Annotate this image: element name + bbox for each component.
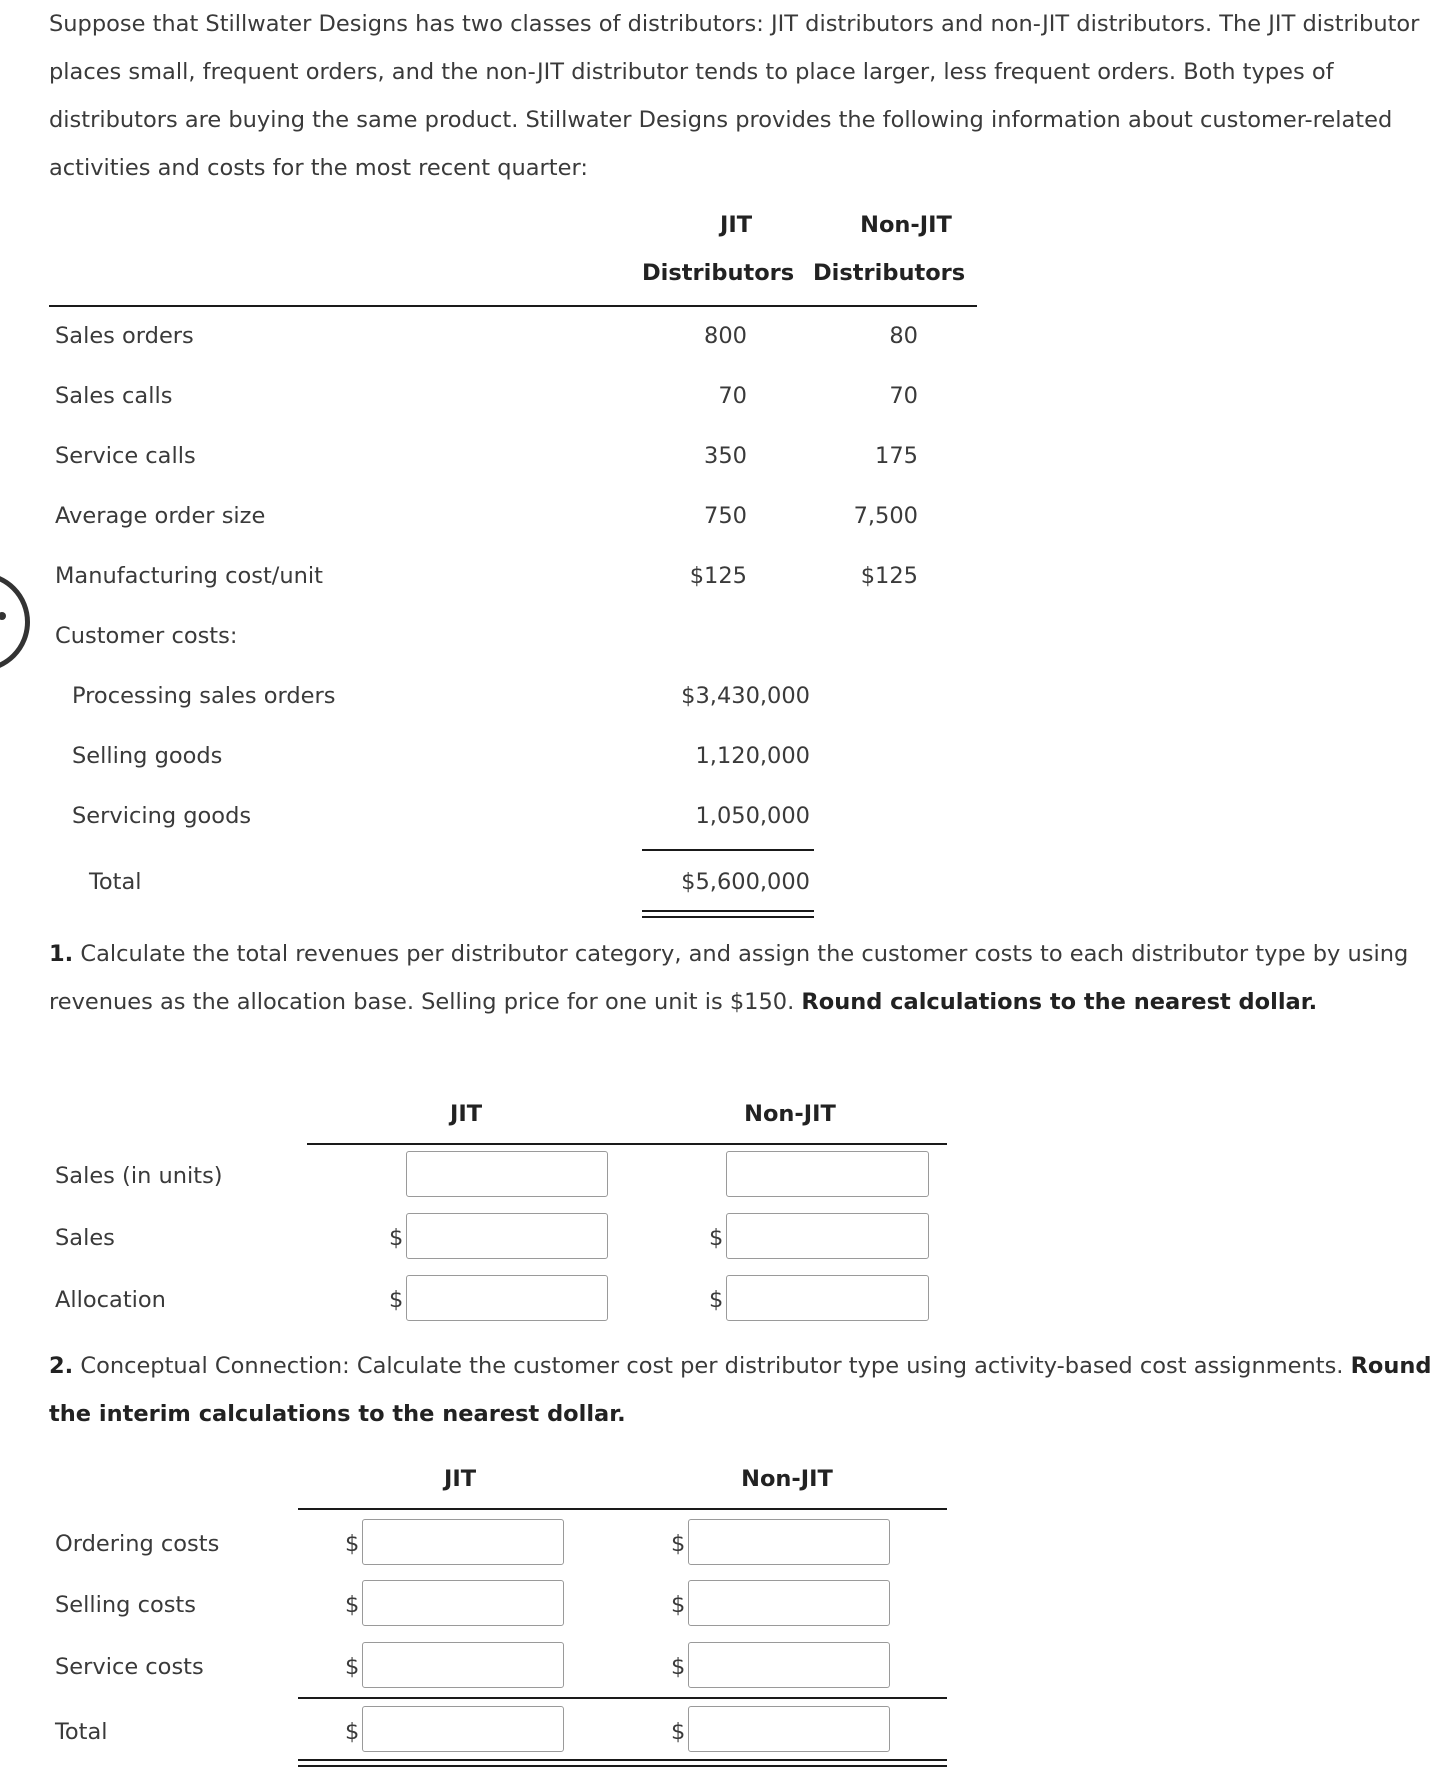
q2-dollar-sign: $	[345, 1531, 360, 1557]
question-2-text	[49, 1342, 1444, 1438]
q2-service-nonjit-input[interactable]	[688, 1642, 890, 1688]
q2-total-jit-input[interactable]	[362, 1706, 564, 1752]
given-row-label: Service calls	[55, 443, 196, 469]
q1-header-nonjit: Non-JIT	[744, 1101, 836, 1127]
given-row-jit: 70	[718, 383, 747, 409]
q1-dollar-sign: $	[389, 1287, 404, 1313]
q2-header-nonjit: Non-JIT	[741, 1466, 833, 1492]
q2-dollar-sign: $	[671, 1719, 686, 1745]
q2-dollar-sign: $	[671, 1531, 686, 1557]
q2-subtotal-rule	[298, 1697, 947, 1699]
given-row-jit: 350	[704, 443, 747, 469]
given-header-nonjit-1: Non-JIT	[860, 212, 952, 238]
given-row-jit: $125	[689, 563, 747, 589]
given-header-jit-2: Distributors	[642, 260, 795, 286]
q1-sales-jit-input[interactable]	[406, 1213, 608, 1259]
cost-total-double-rule-top	[642, 910, 814, 912]
q1-row-label: Allocation	[55, 1287, 166, 1313]
given-row-jit: 750	[704, 503, 747, 529]
cost-row-value: 1,050,000	[695, 803, 810, 829]
q1-allocation-nonjit-input[interactable]	[726, 1275, 929, 1321]
q2-dollar-sign: $	[345, 1719, 360, 1745]
q2-dollar-sign: $	[345, 1654, 360, 1680]
scroll-indicator-icon	[0, 572, 30, 672]
given-row-nonjit: 80	[889, 323, 918, 349]
q2-total-nonjit-input[interactable]	[688, 1706, 890, 1752]
cost-subtotal-rule	[642, 849, 814, 851]
q2-service-jit-input[interactable]	[362, 1642, 564, 1688]
customer-costs-label: Customer costs:	[55, 623, 238, 649]
q2-total-double-rule-top	[298, 1759, 947, 1761]
q1-allocation-jit-input[interactable]	[406, 1275, 608, 1321]
q1-row-label: Sales	[55, 1225, 115, 1251]
q1-header-jit: JIT	[449, 1101, 483, 1127]
q2-row-label: Selling costs	[55, 1592, 196, 1618]
given-row-label: Manufacturing cost/unit	[55, 563, 323, 589]
given-header-nonjit-2: Distributors	[813, 260, 966, 286]
q2-dollar-sign: $	[671, 1654, 686, 1680]
question-2-body: Conceptual Connection: Calculate the customer cost per distributor type using activity-based cost assignments.	[73, 1353, 1351, 1379]
intro-paragraph: Suppose that Stillwater Designs has two classes of distributors: JIT distributors and non-JIT distributors. The JIT distributor places small, frequent orders, and the non-JIT distributor tends to place larger, less frequent orders. Both types of distributors are buying the same product. Stillwater Designs provides the following information about customer-related activities and costs for the most recent quarter:	[49, 11, 1420, 181]
q1-dollar-sign: $	[389, 1225, 404, 1251]
q1-row-label: Sales (in units)	[55, 1163, 223, 1189]
given-row-label: Sales calls	[55, 383, 173, 409]
q2-dollar-sign: $	[345, 1592, 360, 1618]
question-2-number: 2.	[49, 1353, 74, 1379]
q1-header-rule	[307, 1143, 947, 1145]
question-1-body: Calculate the total revenues per distributor category, and assign the customer costs to each distributor type by using revenues as the allocation base. Selling price for one unit is $150.	[49, 941, 1409, 1015]
given-row-label: Average order size	[55, 503, 266, 529]
q1-dollar-sign: $	[709, 1225, 724, 1251]
cost-row-label: Processing sales orders	[72, 683, 336, 709]
q1-dollar-sign: $	[709, 1287, 724, 1313]
cost-row-value: 1,120,000	[695, 743, 810, 769]
q2-ordering-jit-input[interactable]	[362, 1519, 564, 1565]
cost-total-label: Total	[89, 869, 142, 895]
given-row-label: Sales orders	[55, 323, 194, 349]
given-header-jit-1: JIT	[719, 212, 753, 238]
cost-row-label: Servicing goods	[72, 803, 252, 829]
q1-sales-units-jit-input[interactable]	[406, 1151, 608, 1197]
q2-dollar-sign: $	[671, 1592, 686, 1618]
question-1-text	[49, 930, 1444, 1026]
q1-sales-units-nonjit-input[interactable]	[726, 1151, 929, 1197]
given-row-nonjit: 175	[875, 443, 918, 469]
q2-total-double-rule-bottom	[298, 1765, 947, 1767]
given-row-nonjit: $125	[860, 563, 918, 589]
cost-total-value: $5,600,000	[681, 869, 810, 895]
question-1-instruction: Round calculations to the nearest dollar.	[801, 989, 1318, 1015]
given-row-jit: 800	[704, 323, 747, 349]
cost-row-value: $3,430,000	[681, 683, 810, 709]
q2-selling-jit-input[interactable]	[362, 1580, 564, 1626]
q1-sales-nonjit-input[interactable]	[726, 1213, 929, 1259]
given-row-nonjit: 70	[889, 383, 918, 409]
question-1-number: 1.	[49, 941, 74, 967]
cost-row-label: Selling goods	[72, 743, 223, 769]
cost-total-double-rule-bottom	[642, 916, 814, 918]
q2-header-rule	[298, 1508, 947, 1510]
given-row-nonjit: 7,500	[853, 503, 918, 529]
q2-row-label: Total	[55, 1719, 108, 1745]
q2-selling-nonjit-input[interactable]	[688, 1580, 890, 1626]
q2-row-label: Service costs	[55, 1654, 204, 1680]
question-2-instruction: Round the interim calculations to the nearest dollar.	[49, 1353, 1432, 1427]
given-header-rule	[49, 305, 977, 307]
q2-ordering-nonjit-input[interactable]	[688, 1519, 890, 1565]
q2-header-jit: JIT	[443, 1466, 477, 1492]
q2-row-label: Ordering costs	[55, 1531, 220, 1557]
